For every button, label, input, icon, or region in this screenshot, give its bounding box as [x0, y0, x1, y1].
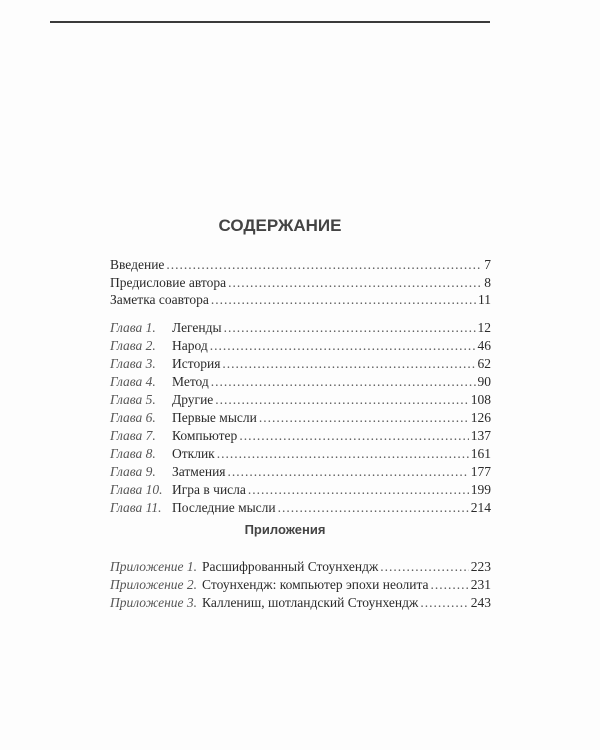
entry-title: Первые мысли	[172, 410, 257, 425]
toc-entry	[110, 292, 491, 310]
leader-dots	[215, 392, 468, 408]
toc-entry	[110, 392, 491, 410]
entry-page: 231	[470, 577, 491, 592]
entry-page: 137	[470, 428, 491, 443]
entry-title: Легенды	[172, 320, 222, 335]
entry-page: 12	[477, 320, 491, 335]
toc-entry	[110, 356, 491, 374]
entry-label: Глава 6.	[110, 410, 156, 425]
entry-title: Игра в числа	[172, 482, 246, 497]
toc-entry	[110, 446, 491, 464]
leader-dots	[217, 446, 469, 462]
entry-page: 223	[470, 559, 491, 574]
entry-title: История	[172, 356, 221, 371]
entry-label: Приложение 2.	[110, 577, 198, 592]
entry-page: 199	[470, 482, 491, 497]
toc-entry	[110, 595, 491, 613]
toc-entry	[110, 577, 491, 595]
entry-page: 11	[478, 292, 491, 307]
leader-dots	[224, 320, 476, 336]
entry-title: Заметка соавтора	[110, 292, 209, 307]
entry-label: Глава 1.	[110, 320, 156, 335]
toc-entry	[110, 338, 491, 356]
entry-title: Введение	[110, 257, 165, 272]
entry-label: Глава 8.	[110, 446, 156, 461]
entry-page: 243	[470, 595, 491, 610]
entry-title: Отклик	[172, 446, 215, 461]
entry-title: Другие	[172, 392, 214, 407]
entry-label: Глава 9.	[110, 464, 156, 479]
toc-entry	[110, 500, 491, 518]
entry-page: 90	[477, 374, 491, 389]
entry-label: Глава 2.	[110, 338, 156, 353]
entry-page: 214	[470, 500, 491, 515]
entry-label: Глава 5.	[110, 392, 156, 407]
leader-dots	[248, 482, 469, 498]
entry-title: Затмения	[172, 464, 226, 479]
page-title: СОДЕРЖАНИЕ	[218, 216, 342, 235]
entry-page: 7	[484, 257, 491, 272]
leader-dots	[210, 338, 476, 354]
entry-label: Глава 11.	[110, 500, 162, 515]
entry-title: Народ	[172, 338, 208, 353]
entry-label: Глава 4.	[110, 374, 156, 389]
toc-entry	[110, 320, 491, 338]
toc-entry	[110, 428, 491, 446]
leader-dots	[211, 374, 476, 390]
entry-label: Глава 10.	[110, 482, 163, 497]
appendix-heading: Приложения	[244, 522, 326, 537]
leader-dots	[420, 595, 468, 611]
leader-dots	[222, 356, 475, 372]
toc-entry	[110, 410, 491, 428]
leader-dots	[228, 464, 469, 480]
entry-page: 8	[484, 274, 491, 290]
entry-page: 177	[470, 464, 491, 479]
entry-title: Компьютер	[172, 428, 238, 443]
entry-label: Приложение 1.	[110, 559, 198, 574]
leader-dots	[166, 257, 482, 273]
entry-title: Расшифрованный Стоунхендж	[202, 559, 379, 574]
top-rule	[50, 21, 490, 23]
entry-title: Предисловие автора	[110, 274, 227, 290]
entry-title: Каллениш, шотландский Стоунхендж	[202, 595, 419, 610]
entry-label: Глава 7.	[110, 428, 156, 443]
toc-entry	[110, 257, 491, 275]
entry-title: Метод	[172, 374, 209, 389]
leader-dots	[259, 410, 469, 426]
entry-title: Стоунхендж: компьютер эпохи неолита	[202, 577, 429, 592]
toc-entry	[110, 482, 491, 500]
entry-page: 161	[470, 446, 491, 461]
entry-page: 62	[477, 356, 491, 371]
entry-page: 126	[470, 410, 491, 425]
leader-dots	[239, 428, 468, 444]
toc-entry	[110, 374, 491, 392]
toc-entry	[110, 275, 491, 293]
leader-dots	[278, 500, 469, 516]
entry-page: 46	[477, 338, 491, 353]
leader-dots	[228, 275, 482, 291]
leader-dots	[380, 559, 468, 575]
toc-entry	[110, 559, 491, 577]
entry-title: Последние мысли	[172, 500, 276, 515]
leader-dots	[211, 292, 476, 308]
entry-label: Глава 3.	[110, 356, 156, 371]
leader-dots	[431, 577, 469, 593]
entry-label: Приложение 3.	[110, 595, 198, 610]
entry-page: 108	[470, 392, 491, 407]
toc-entry	[110, 464, 491, 482]
